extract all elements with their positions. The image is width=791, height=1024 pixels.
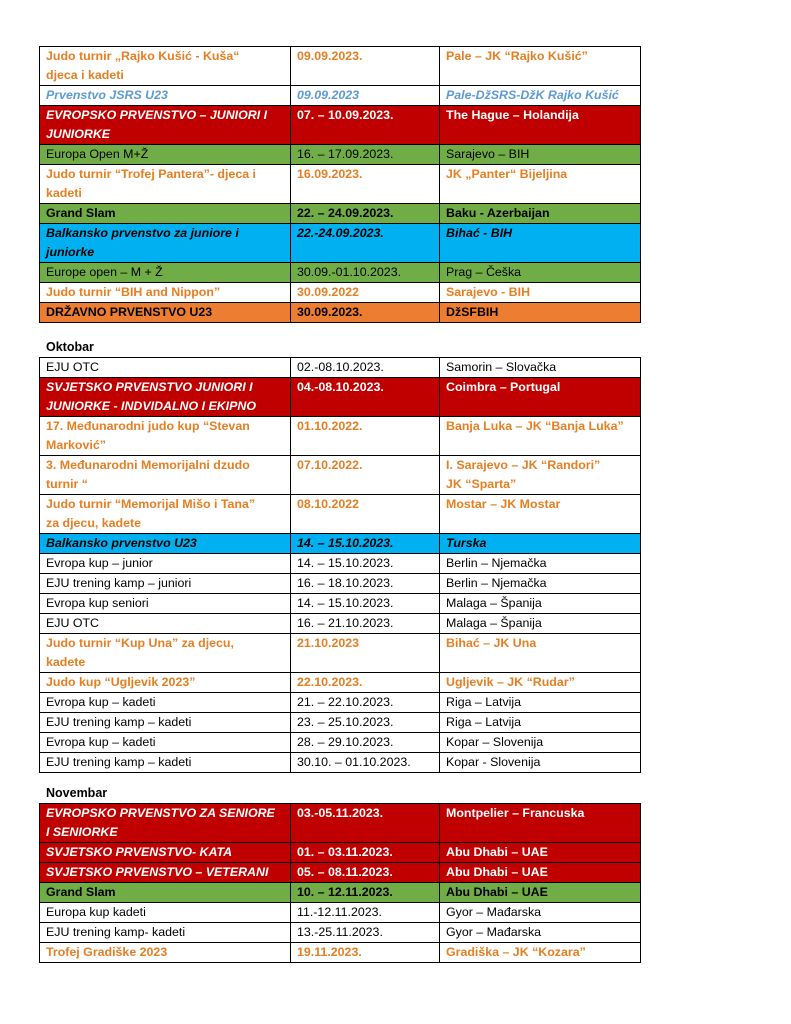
event-name-cell: DRŽAVNO PRVENSTVO U23 [40,303,291,323]
event-date-cell: 02.-08.10.2023. [291,358,440,378]
event-date-cell: 30.09.-01.10.2023. [291,263,440,283]
event-place-cell: Riga – Latvija [440,693,641,713]
event-place-cell: Kopar - Slovenija [440,753,641,773]
event-place-cell: Malaga – Španija [440,614,641,634]
event-date-cell: 23. – 25.10.2023. [291,713,440,733]
event-date-cell: 07. – 10.09.2023. [291,106,440,145]
event-date-cell: 14. – 15.10.2023. [291,534,440,554]
event-row [40,594,641,614]
event-name-cell: Evropa kup seniori [40,594,291,614]
event-row [40,863,641,883]
event-row [40,358,641,378]
event-name-cell: Evropa kup – junior [40,554,291,574]
event-row [40,554,641,574]
event-row [40,634,641,673]
event-name-cell: Judo turnir „Rajko Kušić - Kuša“ djeca i kadeti [40,47,291,86]
event-place-cell: Samorin – Slovačka [440,358,641,378]
event-place-cell: Berlin – Njemačka [440,554,641,574]
event-name-cell: Grand Slam [40,883,291,903]
event-place-cell: Bihać - BIH [440,224,641,263]
event-name-cell: Judo turnir “Trofej Pantera”- djeca i kadeti [40,165,291,204]
event-date-cell: 30.09.2023. [291,303,440,323]
event-place-cell: Gyor – Mađarska [440,903,641,923]
event-name-cell: Evropa kup – kadeti [40,693,291,713]
event-name-cell: EVROPSKO PRVENSTVO ZA SENIORE I SENIORKE [40,804,291,843]
event-name-cell: EJU trening kamp- kadeti [40,923,291,943]
event-row [40,283,641,303]
event-date-cell: 09.09.2023 [291,86,440,106]
event-place-cell: Abu Dhabi – UAE [440,843,641,863]
event-date-cell: 16.09.2023. [291,165,440,204]
event-place-cell: Ugljevik – JK “Rudar” [440,673,641,693]
event-date-cell: 09.09.2023. [291,47,440,86]
event-row [40,753,641,773]
event-date-cell: 04.-08.10.2023. [291,378,440,417]
event-row [40,614,641,634]
event-name-cell: Balkansko prvenstvo U23 [40,534,291,554]
event-name-cell: Balkansko prvenstvo za juniore i juniorke [40,224,291,263]
event-row [40,574,641,594]
event-place-cell: Bihać – JK Una [440,634,641,673]
event-row [40,204,641,224]
event-row [40,86,641,106]
event-place-cell: Montpelier – Francuska [440,804,641,843]
event-name-cell: Europa kup kadeti [40,903,291,923]
event-place-cell: DžSFBIH [440,303,641,323]
event-place-cell: Banja Luka – JK “Banja Luka” [440,417,641,456]
event-date-cell: 22. – 24.09.2023. [291,204,440,224]
event-date-cell: 16. – 17.09.2023. [291,145,440,165]
event-place-cell: Malaga – Španija [440,594,641,614]
event-place-cell: Sarajevo – BIH [440,145,641,165]
event-name-cell: 3. Međunarodni Memorijalni dzudo turnir “ [40,456,291,495]
october-heading: Oktobar [46,340,94,354]
event-name-cell: EJU trening kamp – kadeti [40,713,291,733]
event-row [40,843,641,863]
event-place-cell: Gradiška – JK “Kozara” [440,943,641,963]
event-date-cell: 30.09.2022 [291,283,440,303]
event-name-cell: EJU OTC [40,358,291,378]
event-date-cell: 01.10.2022. [291,417,440,456]
event-name-cell: EVROPSKO PRVENSTVO – JUNIORI I JUNIORKE [40,106,291,145]
event-date-cell: 30.10. – 01.10.2023. [291,753,440,773]
event-date-cell: 16. – 18.10.2023. [291,574,440,594]
event-row [40,47,641,86]
event-date-cell: 11.-12.11.2023. [291,903,440,923]
event-name-cell: Judo turnir “BIH and Nippon” [40,283,291,303]
event-date-cell: 13.-25.11.2023. [291,923,440,943]
event-name-cell: SVJETSKO PRVENSTVO – VETERANI [40,863,291,883]
event-date-cell: 19.11.2023. [291,943,440,963]
event-name-cell: Europa Open M+Ž [40,145,291,165]
event-place-cell: Sarajevo - BIH [440,283,641,303]
event-place-cell: Baku - Azerbaijan [440,204,641,224]
event-name-cell: SVJETSKO PRVENSTVO JUNIORI I JUNIORKE - INDVIDALNO I EKIPNO [40,378,291,417]
event-date-cell: 05. – 08.11.2023. [291,863,440,883]
event-name-cell: 17. Međunarodni judo kup “Stevan Marković” [40,417,291,456]
event-row [40,378,641,417]
event-row [40,713,641,733]
event-place-cell: Pale – JK “Rajko Kušić” [440,47,641,86]
november-heading: Novembar [46,786,108,800]
event-row [40,456,641,495]
event-row [40,733,641,753]
event-name-cell: Judo kup “Ugljevik 2023” [40,673,291,693]
event-name-cell: SVJETSKO PRVENSTVO- KATA [40,843,291,863]
event-date-cell: 07.10.2022. [291,456,440,495]
event-date-cell: 14. – 15.10.2023. [291,594,440,614]
event-row [40,263,641,283]
event-place-cell: I. Sarajevo – JK “Randori” JK “Sparta” [440,456,641,495]
event-row [40,534,641,554]
event-name-cell: EJU OTC [40,614,291,634]
event-name-cell: Judo turnir “Memorijal Mišo i Tana” za djecu, kadete [40,495,291,534]
event-date-cell: 16. – 21.10.2023. [291,614,440,634]
event-row [40,943,641,963]
event-date-cell: 14. – 15.10.2023. [291,554,440,574]
event-name-cell: EJU trening kamp – juniori [40,574,291,594]
event-place-cell: Abu Dhabi – UAE [440,883,641,903]
event-place-cell: Prag – Češka [440,263,641,283]
event-row [40,903,641,923]
event-date-cell: 21. – 22.10.2023. [291,693,440,713]
event-place-cell: JK „Panter“ Bijeljina [440,165,641,204]
event-place-cell: Abu Dhabi – UAE [440,863,641,883]
event-place-cell: Berlin – Njemačka [440,574,641,594]
event-place-cell: Riga – Latvija [440,713,641,733]
event-name-cell: Europe open – M + Ž [40,263,291,283]
event-row [40,224,641,263]
event-name-cell: Trofej Gradiške 2023 [40,943,291,963]
event-row [40,804,641,843]
event-date-cell: 10. – 12.11.2023. [291,883,440,903]
event-place-cell: The Hague – Holandija [440,106,641,145]
october-events-table [39,357,641,773]
event-name-cell: EJU trening kamp – kadeti [40,753,291,773]
event-date-cell: 03.-05.11.2023. [291,804,440,843]
september-events-table [39,46,641,323]
event-place-cell: Coimbra – Portugal [440,378,641,417]
event-row [40,303,641,323]
event-name-cell: Prvenstvo JSRS U23 [40,86,291,106]
event-row [40,495,641,534]
event-row [40,106,641,145]
event-date-cell: 22.-24.09.2023. [291,224,440,263]
event-row [40,417,641,456]
event-row [40,923,641,943]
event-place-cell: Turska [440,534,641,554]
event-place-cell: Gyor – Mađarska [440,923,641,943]
event-name-cell: Grand Slam [40,204,291,224]
event-date-cell: 08.10.2022 [291,495,440,534]
event-row [40,165,641,204]
event-name-cell: Judo turnir “Kup Una” za djecu, kadete [40,634,291,673]
event-place-cell: Mostar – JK Mostar [440,495,641,534]
event-row [40,145,641,165]
event-date-cell: 01. – 03.11.2023. [291,843,440,863]
event-date-cell: 28. – 29.10.2023. [291,733,440,753]
event-date-cell: 21.10.2023 [291,634,440,673]
event-place-cell: Kopar – Slovenija [440,733,641,753]
event-date-cell: 22.10.2023. [291,673,440,693]
event-place-cell: Pale-DžSRS-DžK Rajko Kušić [440,86,641,106]
event-row [40,673,641,693]
event-name-cell: Evropa kup – kadeti [40,733,291,753]
event-row [40,883,641,903]
november-events-table [39,803,641,963]
event-row [40,693,641,713]
